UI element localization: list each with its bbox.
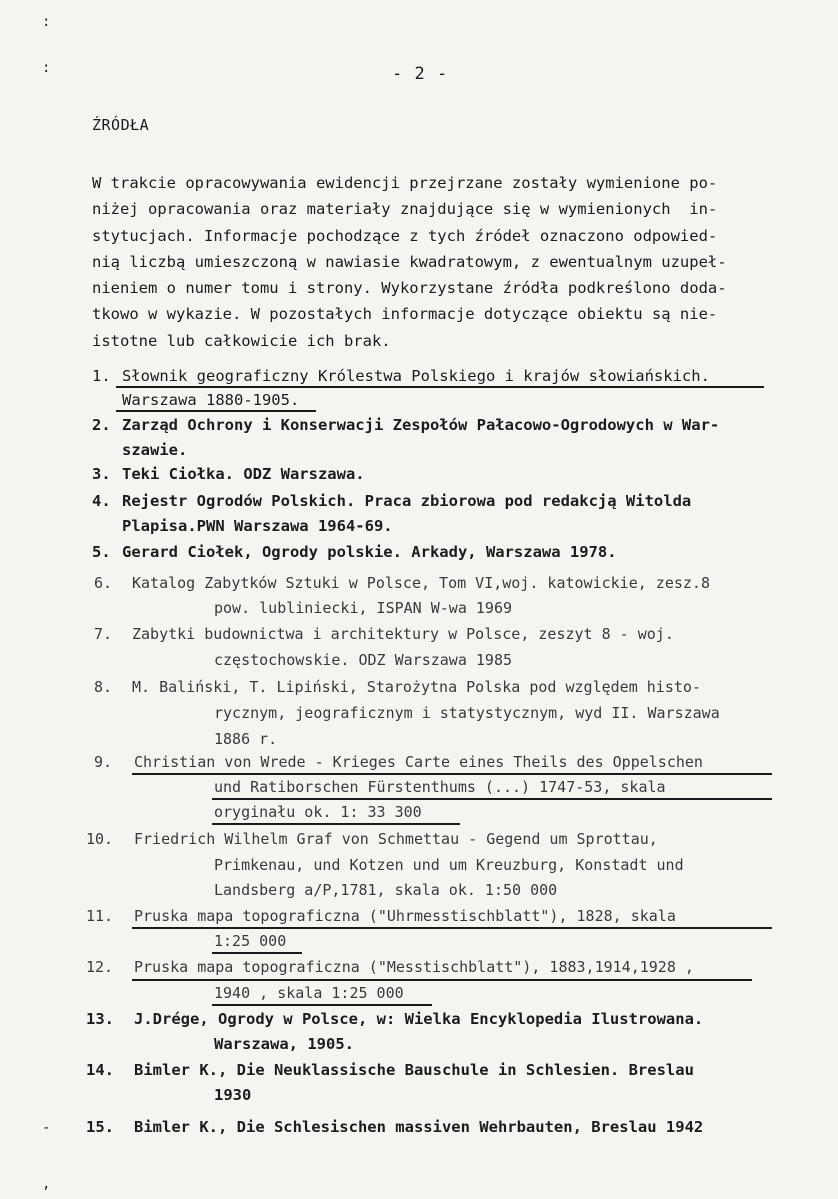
source-line: 1:25 000	[214, 932, 287, 950]
source-line: Gerard Ciołek, Ogrody polskie. Arkady, Warszawa 1978.	[122, 543, 617, 561]
intro-paragraph	[92, 170, 792, 354]
margin-mark: ,	[42, 1176, 51, 1192]
source-number: 2.	[92, 416, 111, 434]
source-number: 13.	[86, 1010, 114, 1028]
source-number: 1.	[92, 367, 111, 385]
margin-mark: :	[42, 14, 51, 30]
margin-mark: :	[42, 60, 51, 76]
source-number: 9.	[94, 753, 113, 771]
underline	[212, 1004, 432, 1006]
underline	[212, 798, 772, 800]
source-line: Warszawa, 1905.	[214, 1035, 354, 1053]
source-line: M. Baliński, T. Lipiński, Starożytna Polska pod względem histo-	[132, 678, 701, 696]
underline	[212, 952, 302, 954]
source-line: częstochowskie. ODZ Warszawa 1985	[214, 651, 513, 669]
source-number: 12.	[86, 958, 114, 976]
source-line: Teki Ciołka. ODZ Warszawa.	[122, 465, 365, 483]
source-line: Pruska mapa topograficzna ("Messtischblatt"), 1883,1914,1928 ,	[134, 958, 694, 976]
source-line: Bimler K., Die Neuklassische Bauschule in Schlesien. Breslau	[134, 1061, 694, 1079]
source-number: 15.	[86, 1118, 114, 1136]
source-line: 1930	[214, 1086, 252, 1104]
paragraph-line: nią liczbą umieszczoną w nawiasie kwadratowym, z ewentualnym uzupeł-	[92, 252, 727, 271]
source-line: Warszawa 1880-1905.	[122, 391, 300, 409]
source-line: oryginału ok. 1: 33 300	[214, 803, 422, 821]
source-line: Słownik geograficzny Królestwa Polskiego i krajów słowiańskich.	[122, 367, 710, 385]
paragraph-line: tkowo w wykazie. W pozostałych informacje dotyczące obiektu są nie-	[92, 305, 718, 324]
source-line: Christian von Wrede - Krieges Carte eines Theils des Oppelschen	[134, 753, 703, 771]
source-number: 5.	[92, 543, 111, 561]
source-number: 3.	[92, 465, 111, 483]
source-number: 6.	[94, 574, 113, 592]
source-number: 4.	[92, 492, 111, 510]
paragraph-line: W trakcie opracowywania ewidencji przejrzane zostały wymienione po-	[92, 174, 718, 192]
underline	[132, 979, 752, 981]
source-line: Landsberg a/P,1781, skala ok. 1:50 000	[214, 881, 558, 899]
page-number: - 2 -	[392, 64, 449, 84]
source-line: Rejestr Ogrodów Polskich. Praca zbiorowa pod redakcją Witolda	[122, 492, 692, 510]
source-line: Plapisa.PWN Warszawa 1964-69.	[122, 517, 393, 535]
source-line: Katalog Zabytków Sztuki w Polsce, Tom VI,woj. katowickie, zesz.8	[132, 574, 710, 592]
source-line: 1940 , skala 1:25 000	[214, 984, 404, 1002]
source-line: rycznym, jeograficznym i statystycznym, wyd II. Warszawa	[214, 704, 720, 722]
source-line: und Ratiborschen Fürstenthums (...) 1747-53, skala	[214, 778, 666, 796]
source-number: 14.	[86, 1061, 114, 1079]
section-heading: ŹRÓDŁA	[92, 116, 150, 134]
source-line: szawie.	[122, 441, 188, 459]
paragraph-line: niżej opracowania oraz materiały znajdujące się w wymienionych in-	[92, 200, 718, 219]
underline	[116, 410, 316, 412]
source-line: Pruska mapa topograficzna ("Uhrmesstischblatt"), 1828, skala	[134, 907, 676, 925]
source-number: 10.	[86, 830, 114, 848]
source-line: Zabytki budownictwa i architektury w Polsce, zeszyt 8 - woj.	[132, 625, 674, 643]
source-line: J.Drége, Ogrody w Polsce, w: Wielka Encyklopedia Ilustrowana.	[134, 1010, 704, 1028]
source-number: 8.	[94, 678, 113, 696]
underline	[212, 823, 460, 825]
source-line: Zarząd Ochrony i Konserwacji Zespołów Pałacowo-Ogrodowych w War-	[122, 416, 720, 434]
source-line: pow. lubliniecki, ISPAN W-wa 1969	[214, 599, 513, 617]
underline	[132, 927, 772, 929]
source-line: Primkenau, und Kotzen und um Kreuzburg, Konstadt und	[214, 856, 684, 874]
paragraph-line: nieniem o numer tomu i strony. Wykorzystane źródła podkreślono doda-	[92, 279, 727, 298]
margin-mark: -	[42, 1120, 51, 1136]
source-line: Friedrich Wilhelm Graf von Schmettau - Gegend um Sprottau,	[134, 830, 658, 848]
paragraph-line: stytucjach. Informacje pochodzące z tych źródeł oznaczono odpowied-	[92, 226, 718, 245]
source-number: 11.	[86, 907, 114, 925]
source-line: Bimler K., Die Schlesischen massiven Wehrbauten, Breslau 1942	[134, 1118, 704, 1136]
underline	[132, 773, 772, 775]
source-number: 7.	[94, 625, 113, 643]
source-line: 1886 r.	[214, 730, 278, 748]
paragraph-line: istotne lub całkowicie ich brak.	[92, 331, 391, 350]
underline	[116, 386, 764, 388]
